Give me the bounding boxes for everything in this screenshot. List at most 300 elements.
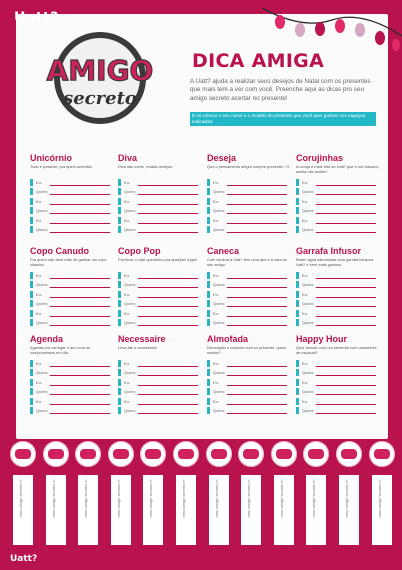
teal-marker xyxy=(207,217,210,224)
fill-in-row[interactable] xyxy=(296,309,382,318)
row-label: Quero: xyxy=(213,389,226,395)
write-line xyxy=(227,185,287,186)
row-label: Eu: xyxy=(124,379,131,385)
row-label: Quero: xyxy=(302,389,315,395)
fill-in-row[interactable] xyxy=(118,318,204,327)
fill-in-row[interactable] xyxy=(296,378,382,387)
write-line xyxy=(138,404,198,405)
teal-marker xyxy=(30,310,33,317)
write-line xyxy=(138,232,198,233)
fill-in-row[interactable] xyxy=(207,387,293,396)
gift-card-title: Happy Hour xyxy=(296,334,348,344)
row-label: Quero: xyxy=(124,301,137,307)
write-line xyxy=(316,213,376,214)
write-line xyxy=(50,404,110,405)
fill-in-row[interactable] xyxy=(207,280,293,289)
fill-in-row[interactable] xyxy=(30,309,116,318)
teal-marker xyxy=(118,369,121,376)
row-label: Eu: xyxy=(36,273,43,278)
write-line xyxy=(138,306,198,307)
gift-card-title: Almofada xyxy=(207,334,249,344)
tag-text: meu amigo secreto é: xyxy=(18,479,23,518)
teal-marker xyxy=(296,207,299,214)
row-label: Eu: xyxy=(36,291,43,297)
write-line xyxy=(50,413,110,414)
write-line xyxy=(316,394,376,395)
write-line xyxy=(138,297,198,298)
fill-in-row[interactable] xyxy=(296,187,382,196)
teal-marker xyxy=(296,388,299,395)
fill-in-row[interactable] xyxy=(207,271,293,280)
row-label: Eu: xyxy=(302,398,309,404)
row-label: Eu: xyxy=(213,217,220,223)
teal-marker xyxy=(296,217,299,224)
gift-tag xyxy=(140,441,166,549)
row-label: Quero: xyxy=(36,301,49,307)
gift-card xyxy=(30,334,116,415)
row-label: Quero: xyxy=(36,319,49,325)
teal-marker xyxy=(30,198,33,205)
teal-marker xyxy=(296,360,299,367)
fill-in-row[interactable] xyxy=(30,290,116,299)
fill-in-rows xyxy=(296,271,382,327)
fill-in-row[interactable] xyxy=(207,206,293,215)
teal-marker xyxy=(207,407,210,414)
write-line xyxy=(316,325,376,326)
row-label: Eu: xyxy=(124,198,131,204)
gift-tag xyxy=(173,441,199,549)
row-label: Quero: xyxy=(302,319,315,325)
fill-in-row[interactable] xyxy=(30,271,116,280)
teal-marker xyxy=(207,300,210,307)
row-label: Quero: xyxy=(302,189,315,195)
fill-in-row[interactable] xyxy=(296,280,382,289)
write-line xyxy=(50,278,110,279)
gift-card-description: Agenda pra carregar o ano com os compromissos em dia. xyxy=(30,345,91,355)
write-line xyxy=(138,194,198,195)
teal-marker xyxy=(118,319,121,326)
row-label: Eu: xyxy=(302,310,309,316)
gift-card-description: Quer brindar com um presente com umaolente de espacial? xyxy=(296,345,377,355)
fill-in-row[interactable] xyxy=(30,359,116,368)
row-label: Quero: xyxy=(213,370,226,376)
write-line xyxy=(316,413,376,414)
write-line xyxy=(138,204,198,205)
write-line xyxy=(50,204,110,205)
gift-card xyxy=(296,246,382,327)
tag-logo-icon xyxy=(336,441,362,467)
row-label: Quero: xyxy=(124,319,137,325)
fill-in-row[interactable] xyxy=(296,359,382,368)
fill-in-row[interactable] xyxy=(118,309,204,318)
gift-card-title: Corujinhas xyxy=(296,153,344,163)
teal-marker xyxy=(30,179,33,186)
row-label: Eu: xyxy=(124,291,131,297)
row-label: Eu: xyxy=(124,310,131,316)
teal-marker xyxy=(30,300,33,307)
row-label: Eu: xyxy=(213,310,220,316)
teal-marker xyxy=(30,291,33,298)
row-label: Quero: xyxy=(36,282,49,288)
fill-in-rows xyxy=(207,178,293,234)
row-label: Eu: xyxy=(213,198,220,204)
teal-marker xyxy=(296,226,299,233)
write-line xyxy=(227,385,287,386)
row-label: Quero: xyxy=(124,389,137,395)
fill-in-row[interactable] xyxy=(296,299,382,308)
write-line xyxy=(227,413,287,414)
write-line xyxy=(138,375,198,376)
gift-tag xyxy=(206,441,232,549)
teal-marker xyxy=(207,398,210,405)
teal-marker xyxy=(118,272,121,279)
row-label: Eu: xyxy=(36,310,43,316)
gift-tag xyxy=(303,441,329,549)
uatt-logo: Uatt? xyxy=(14,10,59,26)
fill-in-row[interactable] xyxy=(118,378,204,387)
tag-logo-icon xyxy=(173,441,199,467)
fill-in-row[interactable] xyxy=(30,378,116,387)
fill-in-row[interactable] xyxy=(118,225,204,234)
write-line xyxy=(50,385,110,386)
fill-in-row[interactable] xyxy=(30,280,116,289)
tag-logo-icon xyxy=(43,441,69,467)
teal-marker xyxy=(118,179,121,186)
teal-marker xyxy=(207,272,210,279)
write-line xyxy=(316,194,376,195)
fill-in-row[interactable] xyxy=(30,368,116,377)
row-label: Eu: xyxy=(213,379,220,385)
gift-tag xyxy=(43,441,69,549)
write-line xyxy=(227,278,287,279)
tag-logo-icon xyxy=(140,441,166,467)
tag-text: meu amigo secreto é: xyxy=(181,479,186,518)
fill-in-row[interactable] xyxy=(30,406,116,415)
fill-in-row[interactable] xyxy=(207,368,293,377)
teal-marker xyxy=(118,379,121,386)
logo-amigo-text: AMIGO xyxy=(46,54,154,87)
gift-card-title: Diva xyxy=(118,153,138,163)
fill-in-row[interactable] xyxy=(30,197,116,206)
tag-logo-icon xyxy=(75,441,101,467)
gift-card-description: Leva até o necessário! xyxy=(118,345,158,350)
row-label: Quero: xyxy=(124,370,137,376)
fill-in-row[interactable] xyxy=(207,309,293,318)
row-label: Quero: xyxy=(213,226,226,232)
write-line xyxy=(316,375,376,376)
fill-in-row[interactable] xyxy=(296,178,382,187)
fill-in-row[interactable] xyxy=(118,299,204,308)
fill-in-row[interactable] xyxy=(118,368,204,377)
fill-in-row[interactable] xyxy=(207,299,293,308)
page-title: DICA AMIGA xyxy=(192,50,325,72)
fill-in-row[interactable] xyxy=(30,387,116,396)
gift-card xyxy=(118,246,204,327)
teal-marker xyxy=(296,281,299,288)
fill-in-rows xyxy=(118,178,204,234)
row-label: Quero: xyxy=(213,407,226,413)
teal-marker xyxy=(207,226,210,233)
fill-in-row[interactable] xyxy=(296,406,382,415)
row-label: Eu: xyxy=(124,361,131,366)
row-label: Eu: xyxy=(213,291,220,297)
row-label: Eu: xyxy=(124,273,131,278)
tag-logo-icon xyxy=(271,441,297,467)
row-label: Quero: xyxy=(124,189,137,195)
row-label: Eu: xyxy=(213,398,220,404)
teal-marker xyxy=(118,407,121,414)
write-line xyxy=(316,287,376,288)
fill-in-row[interactable] xyxy=(207,397,293,406)
write-line xyxy=(138,278,198,279)
fill-in-row[interactable] xyxy=(30,318,116,327)
teal-marker xyxy=(30,388,33,395)
fill-in-row[interactable] xyxy=(118,216,204,225)
row-label: Quero: xyxy=(302,282,315,288)
tag-text: meu amigo secreto é: xyxy=(376,479,382,518)
fill-in-row[interactable] xyxy=(118,280,204,289)
teal-marker xyxy=(207,207,210,214)
gift-card-description: Com certeza a Uatt? tem uma que é a cara do seu amigo. xyxy=(207,257,288,267)
row-label: Quero: xyxy=(36,370,49,376)
row-label: Quero: xyxy=(213,208,226,214)
fill-in-row[interactable] xyxy=(207,359,293,368)
teal-marker xyxy=(207,310,210,317)
fill-in-row[interactable] xyxy=(296,368,382,377)
gift-card-title: Deseja xyxy=(207,153,237,163)
row-label: Eu: xyxy=(36,398,43,404)
fill-in-row[interactable] xyxy=(118,397,204,406)
write-line xyxy=(138,325,198,326)
teal-marker xyxy=(118,310,121,317)
fill-in-row[interactable] xyxy=(118,387,204,396)
write-line xyxy=(50,366,110,367)
fill-in-row[interactable] xyxy=(296,197,382,206)
write-line xyxy=(138,385,198,386)
row-label: Eu: xyxy=(302,361,309,366)
row-label: Eu: xyxy=(124,180,131,185)
teal-marker xyxy=(30,281,33,288)
teal-marker xyxy=(118,300,121,307)
fill-in-row[interactable] xyxy=(118,197,204,206)
fill-in-row[interactable] xyxy=(296,387,382,396)
row-label: Quero: xyxy=(302,226,315,232)
fill-in-row[interactable] xyxy=(207,318,293,327)
tag-logo-icon xyxy=(206,441,232,467)
fill-in-row[interactable] xyxy=(207,187,293,196)
teal-marker xyxy=(207,291,210,298)
teal-marker xyxy=(30,360,33,367)
teal-marker xyxy=(30,379,33,386)
gift-card-title: Copo Pop xyxy=(118,246,161,256)
row-label: Quero: xyxy=(302,208,315,214)
fill-in-row[interactable] xyxy=(118,187,204,196)
write-line xyxy=(316,204,376,205)
row-label: Eu: xyxy=(36,198,43,204)
write-line xyxy=(316,185,376,186)
fill-in-row[interactable] xyxy=(118,290,204,299)
row-label: Eu: xyxy=(302,180,309,185)
fill-in-rows xyxy=(30,359,116,415)
fill-in-row[interactable] xyxy=(118,406,204,415)
gift-card xyxy=(207,153,293,234)
teal-marker xyxy=(30,398,33,405)
tag-blank xyxy=(176,475,196,545)
fill-in-row[interactable] xyxy=(296,271,382,280)
row-label: Quero: xyxy=(124,282,137,288)
teal-marker xyxy=(296,398,299,405)
write-line xyxy=(50,185,110,186)
fill-in-row[interactable] xyxy=(207,216,293,225)
fill-in-row[interactable] xyxy=(118,359,204,368)
tag-text: meu amigo secreto é: xyxy=(50,479,56,518)
row-label: Eu: xyxy=(36,379,43,385)
row-label: Quero: xyxy=(302,370,315,376)
fill-in-row[interactable] xyxy=(30,225,116,234)
gift-card-title: Caneca xyxy=(207,246,240,256)
write-line xyxy=(227,287,287,288)
fill-in-row[interactable] xyxy=(30,178,116,187)
fill-in-row[interactable] xyxy=(296,397,382,406)
fill-in-rows xyxy=(30,271,116,327)
row-label: Eu: xyxy=(302,198,309,204)
teal-marker xyxy=(30,226,33,233)
fill-in-rows xyxy=(207,271,293,327)
write-line xyxy=(138,213,198,214)
gift-card-description: A coruja é mais fofa do Uatt? que é um clássico, aceita não aceita? xyxy=(296,164,380,174)
gift-card-title: Unicórnio xyxy=(30,153,72,163)
write-line xyxy=(50,223,110,224)
teal-marker xyxy=(296,188,299,195)
gift-tag xyxy=(271,441,297,549)
fill-in-row[interactable] xyxy=(207,406,293,415)
row-label: Quero: xyxy=(36,189,49,195)
fill-in-row[interactable] xyxy=(30,216,116,225)
teal-marker xyxy=(296,291,299,298)
write-line xyxy=(316,223,376,224)
row-label: Eu: xyxy=(36,217,43,223)
fill-in-row[interactable] xyxy=(30,206,116,215)
row-label: Quero: xyxy=(302,407,315,413)
fill-in-row[interactable] xyxy=(207,225,293,234)
row-label: Quero: xyxy=(36,226,49,232)
fill-in-row[interactable] xyxy=(296,216,382,225)
tag-logo-icon xyxy=(303,441,329,467)
teal-marker xyxy=(207,281,210,288)
teal-marker xyxy=(118,360,121,367)
teal-marker xyxy=(207,379,210,386)
write-line xyxy=(50,375,110,376)
tag-text: meu amigo secreto é: xyxy=(115,479,121,518)
teal-marker xyxy=(296,310,299,317)
fill-in-row[interactable] xyxy=(296,318,382,327)
tag-logo-icon xyxy=(238,441,264,467)
teal-marker xyxy=(30,207,33,214)
teal-marker xyxy=(296,407,299,414)
teal-marker xyxy=(207,179,210,186)
write-line xyxy=(50,325,110,326)
tag-blank xyxy=(143,475,163,545)
write-line xyxy=(138,394,198,395)
row-label: Quero: xyxy=(124,407,137,413)
instruction-banner: É só colocar o seu nome e o modelo do presente que você quer ganhar nos espaços indicados! xyxy=(190,112,376,126)
write-line xyxy=(50,297,110,298)
teal-marker xyxy=(296,300,299,307)
teal-marker xyxy=(296,179,299,186)
teal-marker xyxy=(118,207,121,214)
fill-in-row[interactable] xyxy=(30,187,116,196)
row-label: Eu: xyxy=(36,180,43,185)
row-label: Quero: xyxy=(302,301,315,307)
fill-in-rows xyxy=(118,359,204,415)
fill-in-row[interactable] xyxy=(207,290,293,299)
row-label: Eu: xyxy=(124,217,131,223)
fill-in-row[interactable] xyxy=(296,225,382,234)
gift-card-title: Copo Canudo xyxy=(30,246,89,256)
fill-in-rows xyxy=(296,178,382,234)
gift-card-title: Garrafa Infusor xyxy=(296,246,362,256)
tag-blank xyxy=(13,475,33,545)
gift-card xyxy=(296,153,382,234)
teal-marker xyxy=(296,369,299,376)
gift-card-title: Necessaire xyxy=(118,334,166,344)
teal-marker xyxy=(30,188,33,195)
write-line xyxy=(316,385,376,386)
fill-in-row[interactable] xyxy=(207,178,293,187)
fill-in-row[interactable] xyxy=(30,397,116,406)
gift-card xyxy=(30,246,116,327)
write-line xyxy=(227,223,287,224)
write-line xyxy=(50,287,110,288)
row-label: Quero: xyxy=(36,407,49,413)
fill-in-row[interactable] xyxy=(118,206,204,215)
fill-in-row[interactable] xyxy=(207,378,293,387)
tag-text: meu amigo secreto é: xyxy=(311,479,317,518)
teal-marker xyxy=(296,272,299,279)
row-label: Eu: xyxy=(124,398,131,404)
gift-card-description: Tudo é possível, pra quem acredita! xyxy=(30,164,92,169)
tag-blank xyxy=(339,475,359,545)
fill-in-row[interactable] xyxy=(296,290,382,299)
amigo-secreto-logo xyxy=(36,30,164,126)
gift-card xyxy=(118,334,204,415)
tag-text: meu amigo secreto é: xyxy=(83,479,89,518)
write-line xyxy=(138,366,198,367)
write-line xyxy=(227,232,287,233)
fill-in-row[interactable] xyxy=(118,271,204,280)
gift-card-description: Pra levar o café quentinho pra qualquer lugar! xyxy=(118,257,198,262)
write-line xyxy=(138,223,198,224)
fill-in-row[interactable] xyxy=(296,206,382,215)
write-line xyxy=(227,404,287,405)
tag-text: meu amigo secreto é: xyxy=(344,479,349,518)
write-line xyxy=(227,394,287,395)
fill-in-row[interactable] xyxy=(30,299,116,308)
gift-card-description: Que o pensamento alegre compre presente! <3 xyxy=(207,164,289,169)
teal-marker xyxy=(118,198,121,205)
row-label: Eu: xyxy=(302,379,309,385)
fill-in-row[interactable] xyxy=(118,178,204,187)
fill-in-row[interactable] xyxy=(207,197,293,206)
teal-marker xyxy=(30,407,33,414)
row-label: Quero: xyxy=(124,208,137,214)
gift-tag xyxy=(108,441,134,549)
write-line xyxy=(227,366,287,367)
row-label: Quero: xyxy=(213,319,226,325)
teal-marker xyxy=(207,388,210,395)
gift-tag xyxy=(75,441,101,549)
gift-card-description: Beber água saborizada uma garrafa infusora Uatt? é bem mais gostoso. xyxy=(296,257,374,267)
